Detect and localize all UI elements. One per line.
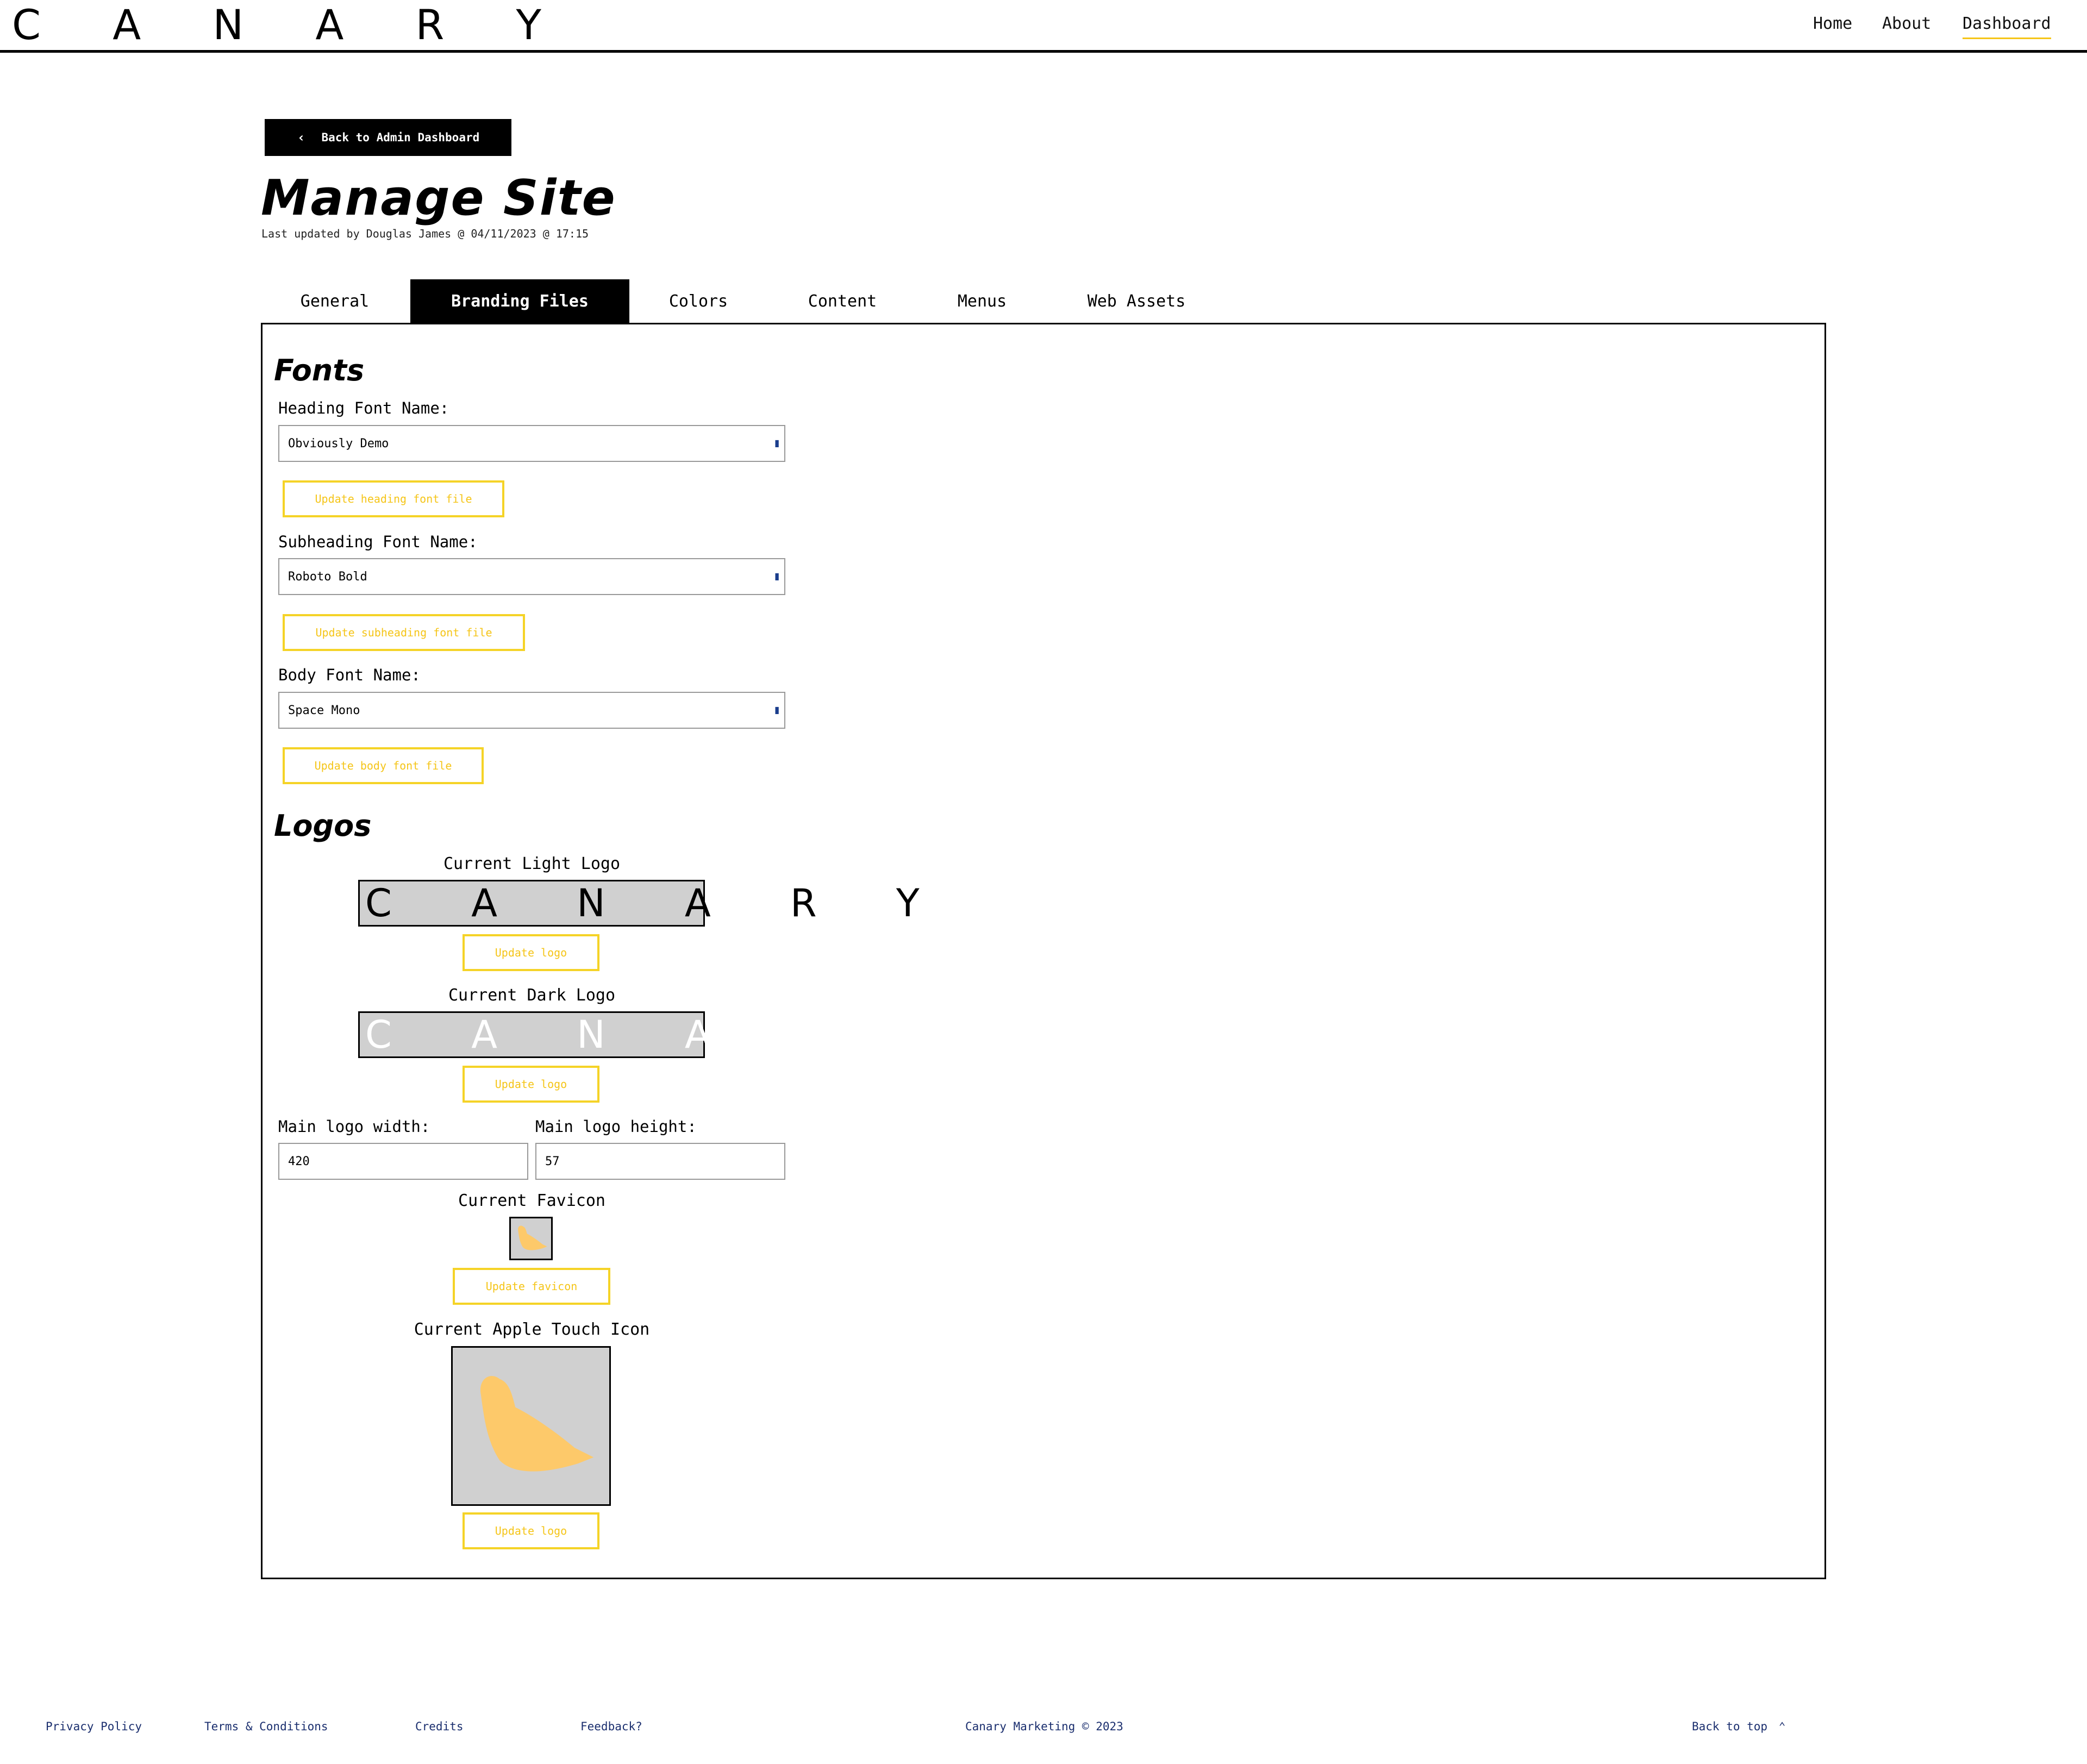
footer-credits-link[interactable]: Credits [415,1720,464,1733]
update-apple-icon-button[interactable]: Update logo [463,1512,599,1549]
autofill-icon: ▮ [773,436,781,450]
tab-content[interactable]: Content [808,291,877,311]
bird-icon [511,1218,551,1259]
update-heading-font-button[interactable]: Update heading font file [283,480,504,517]
footer-feedback-link[interactable]: Feedback? [580,1720,642,1733]
nav-home[interactable]: Home [1813,14,1853,33]
logo-width-label: Main logo width: [278,1117,430,1136]
tab-menus[interactable]: Menus [957,291,1007,311]
light-logo-label: Current Light Logo [443,854,621,873]
update-dark-logo-button[interactable]: Update logo [463,1066,599,1103]
heading-font-label: Heading Font Name: [278,399,449,417]
update-subheading-font-button[interactable]: Update subheading font file [283,614,525,651]
subheading-font-value: Roboto Bold [288,570,367,584]
apple-touch-icon-preview [451,1346,611,1506]
back-to-top-link[interactable] [1692,1720,1785,1733]
bird-icon [453,1348,609,1504]
logo-height-input[interactable] [535,1143,785,1180]
light-logo-preview: C A N A R Y [358,880,705,927]
dark-logo-label: Current Dark Logo [448,986,616,1005]
tab-web-assets[interactable]: Web Assets [1087,291,1186,311]
favicon-label: Current Favicon [458,1191,605,1210]
autofill-icon: ▮ [773,703,781,717]
nav-about[interactable]: About [1882,14,1932,33]
chevron-left-icon: ‹ [297,130,305,145]
logo-width-value: 420 [288,1154,310,1168]
site-header [0,0,2087,53]
subheading-font-input[interactable] [278,558,785,595]
logos-section-title: Logos [274,809,372,843]
body-font-value: Space Mono [288,703,360,717]
apple-icon-label: Current Apple Touch Icon [414,1320,650,1339]
footer-terms-link[interactable]: Terms & Conditions [204,1720,328,1733]
dark-logo-preview: C A N A R Y [358,1011,705,1058]
body-font-input[interactable] [278,692,785,729]
footer-copyright: Canary Marketing © 2023 [965,1720,1123,1733]
update-light-logo-button[interactable]: Update logo [463,934,599,971]
nav-dashboard[interactable]: Dashboard [1963,14,2051,39]
brand-logo[interactable]: C A N A R Y [12,1,571,49]
fonts-section-title: Fonts [274,353,365,387]
back-to-top-label: Back to top [1692,1720,1768,1733]
tab-branding-files[interactable]: Branding Files [410,279,629,323]
last-updated-text: Last updated by Douglas James @ 04/11/2023 @ 17:15 [261,227,589,240]
logo-width-input[interactable] [278,1143,528,1180]
autofill-icon: ▮ [773,570,781,583]
heading-font-value: Obviously Demo [288,436,389,451]
subheading-font-label: Subheading Font Name: [278,533,478,551]
tab-general[interactable]: General [300,291,370,311]
favicon-preview [509,1217,553,1260]
body-font-label: Body Font Name: [278,666,421,684]
update-favicon-button[interactable]: Update favicon [453,1268,610,1305]
footer-privacy-link[interactable]: Privacy Policy [46,1720,142,1733]
logo-height-value: 57 [545,1154,560,1168]
tab-colors[interactable]: Colors [668,291,728,311]
page-title: Manage Site [261,170,616,227]
update-body-font-button[interactable]: Update body font file [283,747,484,784]
chevron-up-icon: ⌃ [1778,1720,1786,1733]
back-button-label: Back to Admin Dashboard [321,131,480,144]
heading-font-input[interactable] [278,425,785,462]
back-to-dashboard-button[interactable] [265,119,511,156]
logo-height-label: Main logo height: [535,1117,697,1136]
